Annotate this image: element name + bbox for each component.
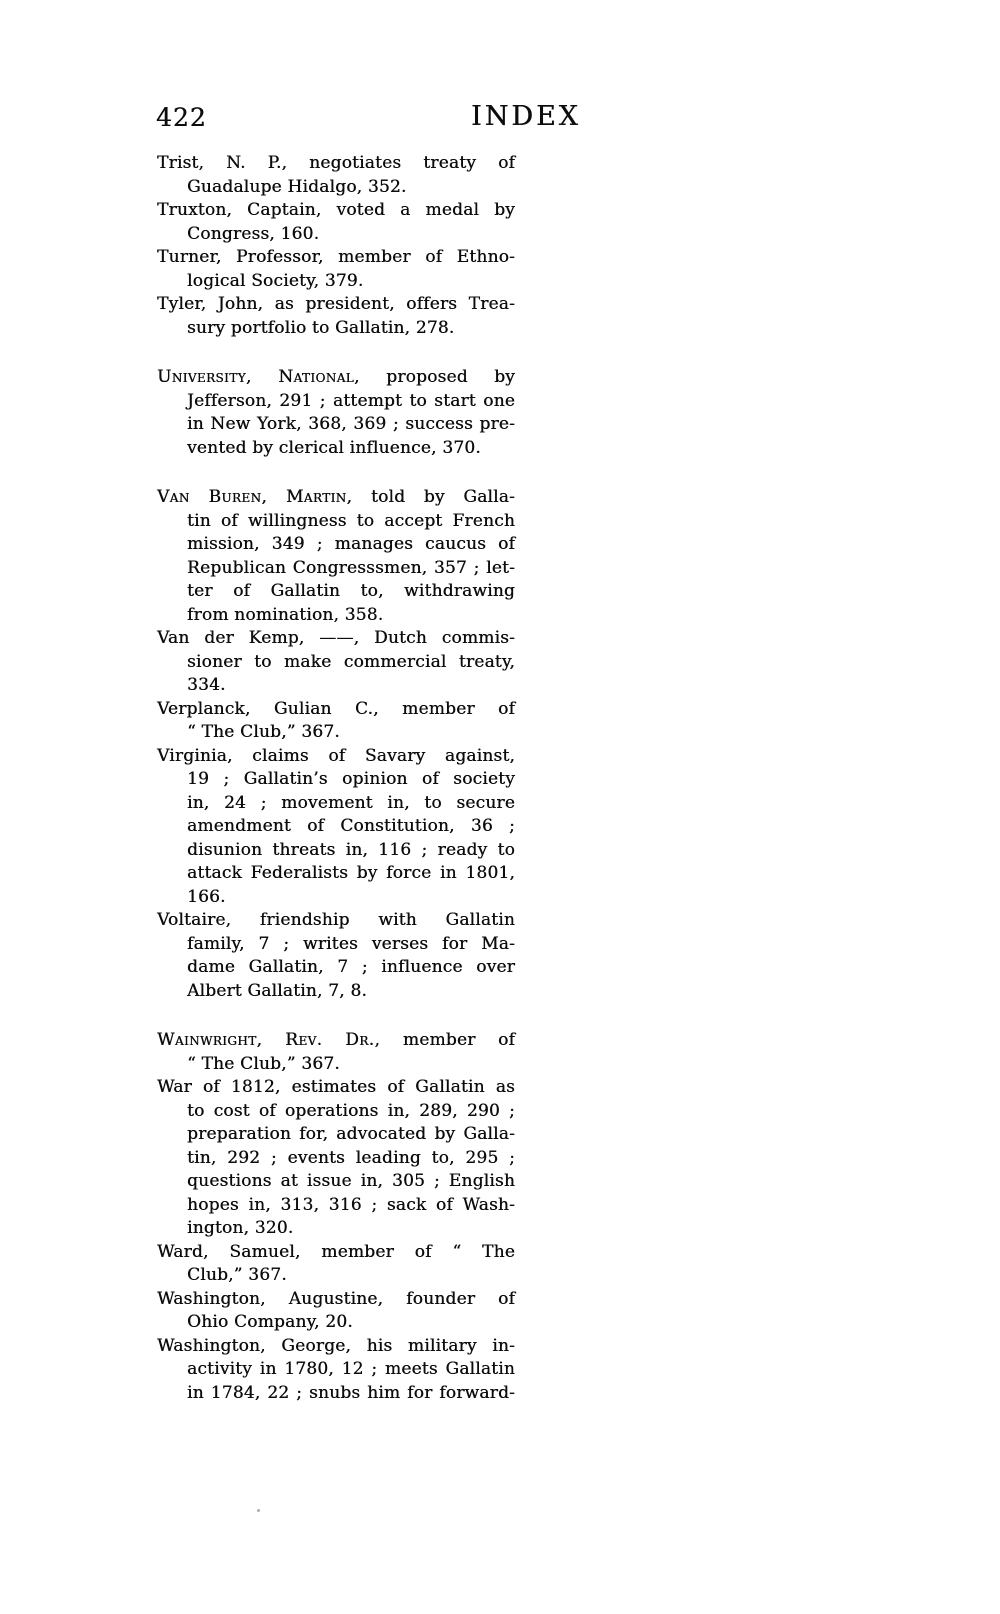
index-entry-line: in New York, 368, 369 ; success pre- — [187, 414, 515, 434]
index-entry-line: attack Federalists by force in 1801, — [187, 863, 515, 883]
index-entry — [157, 1288, 515, 1335]
page-title: INDEX — [471, 101, 581, 132]
index-entry — [157, 627, 515, 698]
index-body — [157, 152, 515, 1405]
index-entry-line: “ The Club,” 367. — [187, 1053, 340, 1074]
index-entry — [157, 486, 515, 627]
scan-speck — [257, 1509, 260, 1512]
index-entry-line: from nomination, 358. — [187, 604, 384, 625]
index-entry-line: to cost of operations in, 289, 290 ; — [187, 1100, 515, 1121]
index-entry-line: Verplanck, Gulian C., member of — [157, 698, 515, 719]
entry-head-smallcaps: Van Buren, Martin, — [157, 487, 353, 507]
index-entry — [157, 745, 515, 910]
index-entry-line: Washington, Augustine, founder of — [157, 1288, 515, 1309]
entry-head-smallcaps: University, National, — [157, 367, 360, 387]
index-entry-line: tin, 292 ; events leading to, 295 ; — [187, 1147, 515, 1168]
index-entry-line: preparation for, advocated by Galla- — [187, 1124, 515, 1144]
index-entry-line: Turner, Professor, member of Ethno- — [157, 247, 515, 267]
index-entry-line: Guadalupe Hidalgo, 352. — [187, 176, 407, 197]
index-entry-line: activity in 1780, 12 ; meets Gallatin — [187, 1359, 515, 1379]
index-entry-line: Wainwright, Rev. Dr., member of — [157, 1030, 515, 1050]
index-entry-line: sury portfolio to Gallatin, 278. — [187, 317, 455, 338]
index-entry-line: logical Society, 379. — [187, 270, 364, 291]
index-section-u — [157, 366, 515, 460]
index-entry — [157, 1076, 515, 1241]
index-entry-line: in 1784, 22 ; snubs him for forward- — [187, 1382, 515, 1403]
index-entry-line: Washington, George, his military in- — [157, 1335, 515, 1356]
index-entry-line: Congress, 160. — [187, 223, 320, 244]
index-entry — [157, 1241, 515, 1288]
index-entry-line: 19 ; Gallatin’s opinion of society — [187, 769, 515, 789]
index-entry-line: Club,” 367. — [187, 1265, 287, 1285]
index-entry-line: 166. — [187, 886, 226, 907]
index-entry-line: War of 1812, estimates of Gallatin as — [157, 1077, 515, 1097]
index-entry-line: Albert Gallatin, 7, 8. — [187, 980, 368, 1001]
index-entry — [157, 293, 515, 340]
index-section-t — [157, 152, 515, 340]
index-entry-line: disunion threats in, 116 ; ready to — [187, 839, 515, 860]
index-entry — [157, 152, 515, 199]
index-entry-line: 334. — [187, 675, 226, 695]
index-entry-line: Jefferson, 291 ; attempt to start one — [187, 390, 515, 411]
index-section-v — [157, 486, 515, 1003]
index-entry-line: sioner to make commercial treaty, — [187, 651, 515, 672]
index-entry-line: Van Buren, Martin, told by Galla- — [157, 487, 515, 507]
index-entry-line: hopes in, 313, 316 ; sack of Wash- — [187, 1194, 515, 1215]
index-entry — [157, 909, 515, 1003]
index-entry-line: Trist, N. P., negotiates treaty of — [157, 153, 515, 173]
index-entry-line: Ward, Samuel, member of “ The — [157, 1241, 515, 1262]
index-entry-line: family, 7 ; writes verses for Ma- — [187, 933, 515, 954]
index-entry — [157, 1335, 515, 1406]
index-entry — [157, 698, 515, 745]
index-entry-line: Truxton, Captain, voted a medal by — [157, 200, 515, 220]
index-entry — [157, 246, 515, 293]
index-entry-line: tin of willingness to accept French — [187, 510, 515, 531]
index-entry-line: Republican Congresssmen, 357 ; let- — [187, 557, 515, 578]
index-entry-line: mission, 349 ; manages caucus of — [187, 534, 515, 554]
index-entry-line: ter of Gallatin to, withdrawing — [187, 581, 515, 601]
page-number: 422 — [156, 103, 207, 132]
entry-head-smallcaps: Wainwright, Rev. Dr., — [157, 1030, 381, 1050]
index-entry — [157, 199, 515, 246]
index-entry-line: amendment of Constitution, 36 ; — [187, 816, 515, 836]
index-entry-line: dame Gallatin, 7 ; influence over — [187, 957, 515, 977]
index-entry-line: ington, 320. — [187, 1218, 294, 1238]
index-entry-line: “ The Club,” 367. — [187, 722, 340, 742]
index-entry-line: Voltaire, friendship with Gallatin — [157, 910, 515, 930]
index-section-w — [157, 1029, 515, 1405]
index-entry-line: University, National, proposed by — [157, 367, 515, 387]
index-entry-line: Ohio Company, 20. — [187, 1312, 353, 1332]
index-entry-line: vented by clerical influence, 370. — [187, 437, 481, 458]
index-entry-line: Virginia, claims of Savary against, — [157, 745, 515, 766]
index-entry-line: in, 24 ; movement in, to secure — [187, 792, 515, 813]
index-entry-line: Van der Kemp, ——, Dutch commis- — [157, 628, 515, 648]
index-entry-line: Tyler, John, as president, offers Trea- — [157, 294, 515, 314]
index-entry-line: questions at issue in, 305 ; English — [187, 1171, 515, 1191]
index-entry — [157, 366, 515, 460]
index-entry — [157, 1029, 515, 1076]
